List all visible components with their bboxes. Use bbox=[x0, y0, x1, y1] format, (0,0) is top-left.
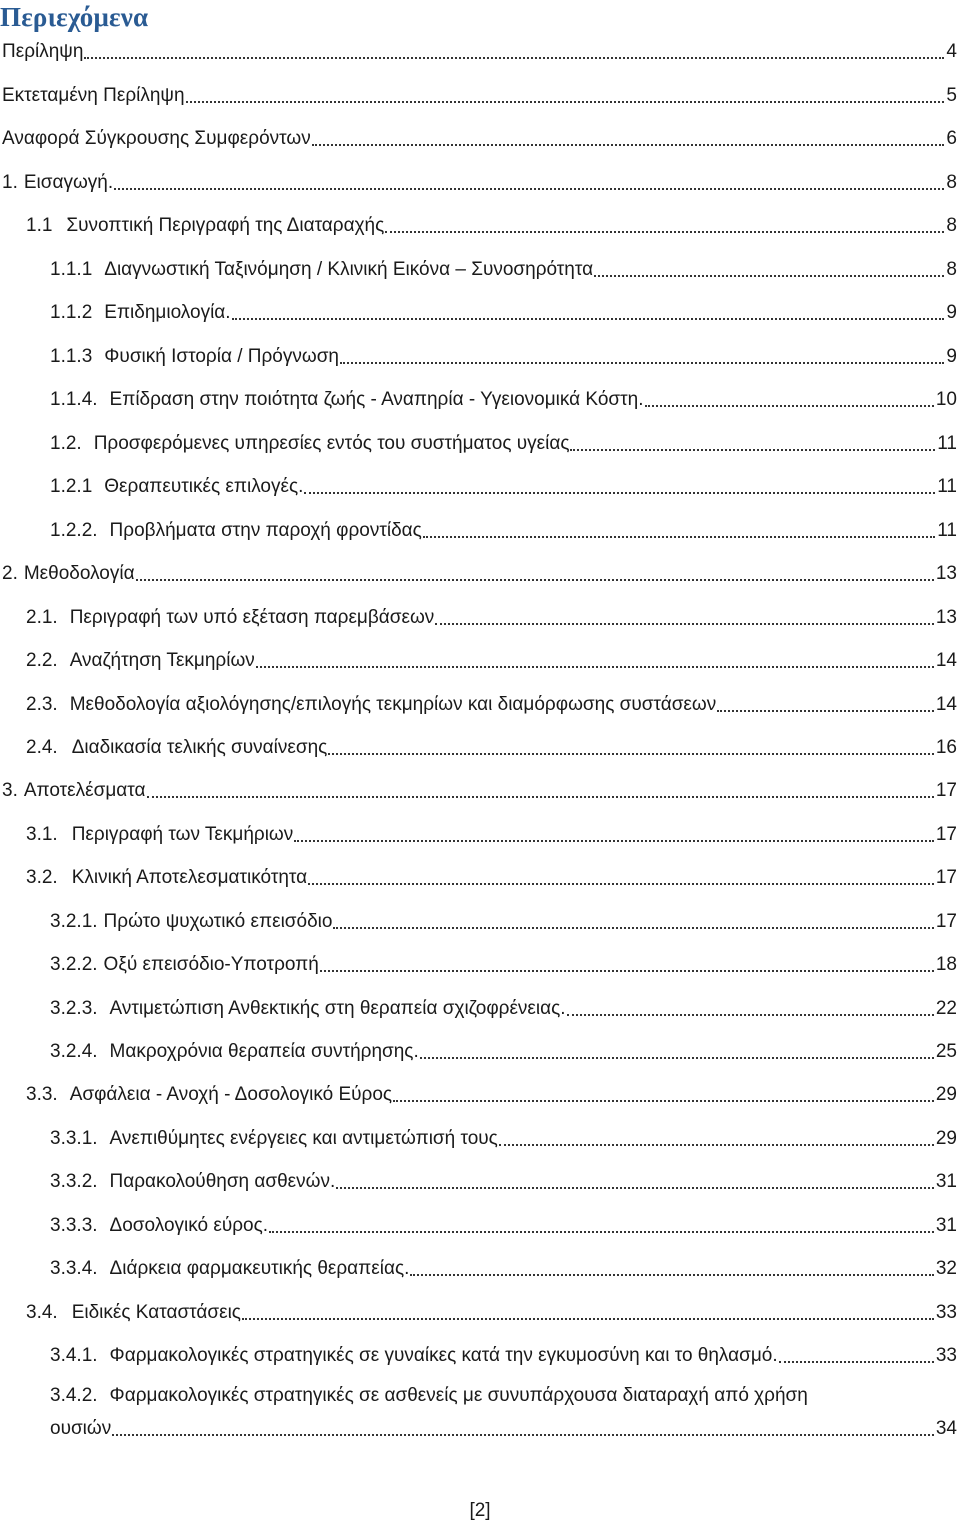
toc-entry-label: Εκτεταμένη Περίληψη bbox=[2, 85, 185, 106]
toc-leader-dots bbox=[312, 140, 945, 146]
toc-entry-number: 2.4. bbox=[26, 737, 58, 758]
toc-entry-page: 11 bbox=[937, 433, 957, 454]
toc-entry-label: Διαδικασία τελικής συναίνεσης bbox=[71, 737, 328, 758]
toc-entry-page: 14 bbox=[935, 694, 957, 715]
toc-entry[interactable] bbox=[50, 910, 957, 934]
toc-leader-dots bbox=[435, 619, 934, 625]
toc-leader-dots bbox=[294, 836, 934, 842]
toc-entry[interactable] bbox=[26, 823, 957, 847]
toc-leader-dots bbox=[385, 227, 944, 233]
toc-entry-label: Φαρμακολογικές στρατηγικές σε γυναίκες κατά την εγκυμοσύνη και το θηλασμό. bbox=[109, 1345, 778, 1366]
toc-entry-label: Πρώτο ψυχωτικό επεισόδιο bbox=[103, 911, 333, 932]
toc-entry-page: 17 bbox=[935, 911, 957, 932]
toc-entry-number: 3.2.1. bbox=[50, 911, 98, 932]
toc-entry-number: 3.2.4. bbox=[50, 1041, 98, 1062]
toc-entry-page: 9 bbox=[946, 302, 957, 323]
toc-leader-dots bbox=[269, 1227, 934, 1233]
toc-entry-label: Διάρκεια φαρμακευτικής θεραπείας. bbox=[109, 1258, 410, 1279]
toc-leader-dots bbox=[645, 401, 934, 407]
toc-entry-number: 1.1 bbox=[26, 215, 53, 236]
toc-leader-dots bbox=[186, 97, 945, 103]
toc-entry-label: Φυσική Ιστορία / Πρόγνωση bbox=[104, 346, 339, 367]
toc-leader-dots bbox=[420, 1053, 934, 1059]
toc-entry-label-continued: ουσιών bbox=[50, 1418, 112, 1439]
toc-entry[interactable] bbox=[2, 171, 957, 195]
toc-entry[interactable] bbox=[50, 1214, 957, 1238]
toc-entry[interactable] bbox=[26, 606, 957, 630]
toc-leader-dots bbox=[499, 1140, 934, 1146]
toc-entry-page: 8 bbox=[946, 215, 957, 236]
toc-entry-label: Ανεπιθύμητες ενέργειες και αντιμετώπισή τους bbox=[109, 1128, 498, 1149]
toc-entry-number: 1.2.2. bbox=[50, 520, 98, 541]
toc-leader-dots bbox=[570, 445, 935, 451]
toc-leader-dots bbox=[336, 1183, 934, 1189]
toc-leader-dots bbox=[304, 488, 935, 494]
toc-entry-label: Κλινική Αποτελεσματικότητα bbox=[71, 867, 308, 888]
toc-entry-number: 3.4.1. bbox=[50, 1345, 98, 1366]
toc-leader-dots bbox=[84, 53, 944, 59]
toc-entry-number: 3. bbox=[2, 780, 18, 801]
toc-entry-label: Περιγραφή των Τεκμήριων bbox=[71, 824, 294, 845]
toc-entry-page: 32 bbox=[935, 1258, 957, 1279]
toc-entry-label: Αποτελέσματα bbox=[23, 780, 146, 801]
toc-entry-number: 2.1. bbox=[26, 607, 58, 628]
toc-entry-page: 22 bbox=[935, 998, 957, 1019]
toc-entry[interactable] bbox=[50, 997, 957, 1021]
toc-entry[interactable] bbox=[2, 562, 957, 586]
toc-entry-number: 3.3.2. bbox=[50, 1171, 98, 1192]
toc-leader-dots bbox=[567, 1010, 934, 1016]
toc-entry[interactable] bbox=[50, 1127, 957, 1151]
toc-entry-number: 1.1.2 bbox=[50, 302, 93, 323]
toc-entry[interactable] bbox=[26, 866, 957, 890]
toc-entry-page: 13 bbox=[935, 563, 957, 584]
toc-entry-number: 3.3.3. bbox=[50, 1215, 98, 1236]
toc-leader-dots bbox=[112, 1430, 934, 1436]
toc-entry-page: 25 bbox=[935, 1041, 957, 1062]
toc-entry-label: Θεραπευτικές επιλογές. bbox=[104, 476, 304, 497]
toc-entry[interactable] bbox=[50, 953, 957, 977]
toc-leader-dots bbox=[328, 749, 934, 755]
toc-leader-dots bbox=[147, 792, 934, 798]
toc-entry[interactable] bbox=[50, 432, 957, 456]
toc-entry-label: Επίδραση στην ποιότητα ζωής - Αναπηρία - Υγειονομικά Κόστη. bbox=[109, 389, 644, 410]
toc-entry-page: 16 bbox=[935, 737, 957, 758]
toc-entry-number: 3.4. bbox=[26, 1302, 58, 1323]
toc-entry-page: 33 bbox=[935, 1345, 957, 1366]
toc-entry-number: 3.2.2. bbox=[50, 954, 98, 975]
toc-entry[interactable] bbox=[50, 258, 957, 282]
toc-entry-number: 3.1. bbox=[26, 824, 58, 845]
toc-entry-page: 34 bbox=[935, 1418, 957, 1439]
toc-entry-label: Μεθοδολογία bbox=[23, 563, 135, 584]
toc-entry[interactable] bbox=[50, 1384, 957, 1441]
toc-leader-dots bbox=[320, 966, 934, 972]
toc-entry-number: 3.3. bbox=[26, 1084, 58, 1105]
toc-entry-page: 9 bbox=[946, 346, 957, 367]
toc-entry[interactable] bbox=[50, 475, 957, 499]
toc-entry[interactable] bbox=[50, 1257, 957, 1281]
toc-entry[interactable] bbox=[2, 127, 957, 151]
toc-entry[interactable] bbox=[2, 40, 957, 64]
toc-entry[interactable] bbox=[26, 693, 957, 717]
toc-entry-number: 3.3.4. bbox=[50, 1258, 98, 1279]
toc-entry-label: Προσφερόμενες υπηρεσίες εντός του συστήματος υγείας bbox=[93, 433, 570, 454]
toc-entry-page: 17 bbox=[935, 780, 957, 801]
toc-entry-label: Επιδημιολογία. bbox=[104, 302, 231, 323]
toc-entry-page: 29 bbox=[935, 1128, 957, 1149]
toc-entry-number: 1.1.1 bbox=[50, 259, 93, 280]
toc-entry[interactable] bbox=[50, 1040, 957, 1064]
toc-entry-label: Προβλήματα στην παροχή φροντίδας bbox=[109, 520, 422, 541]
toc-entry[interactable] bbox=[50, 1344, 957, 1368]
toc-leader-dots bbox=[114, 184, 944, 190]
toc-entry-page: 6 bbox=[946, 128, 957, 149]
toc-entry[interactable] bbox=[50, 388, 957, 412]
toc-entry-page: 13 bbox=[935, 607, 957, 628]
toc-leader-dots bbox=[308, 879, 934, 885]
toc-entry[interactable] bbox=[2, 84, 957, 108]
toc-entry-label: Περίληψη bbox=[2, 41, 84, 62]
toc-leader-dots bbox=[242, 1314, 934, 1320]
toc-entry[interactable] bbox=[50, 519, 957, 543]
toc-entry-number: 1.1.4. bbox=[50, 389, 98, 410]
toc-leader-dots bbox=[779, 1357, 934, 1363]
toc-entry-page: 33 bbox=[935, 1302, 957, 1323]
toc-entry[interactable] bbox=[26, 736, 957, 760]
toc-entry-page: 10 bbox=[935, 389, 957, 410]
toc-entry-label: Μεθοδολογία αξιολόγησης/επιλογής τεκμηρίων και διαμόρφωσης συστάσεων bbox=[69, 694, 717, 715]
toc-entry-page: 31 bbox=[935, 1215, 957, 1236]
toc-leader-dots bbox=[393, 1096, 934, 1102]
toc-entry-page: 17 bbox=[935, 824, 957, 845]
toc-entry-page: 18 bbox=[935, 954, 957, 975]
toc-entry-label: Εισαγωγή. bbox=[23, 172, 114, 193]
toc-entry-label: Ειδικές Καταστάσεις bbox=[71, 1302, 241, 1323]
toc-entry-label: Αναζήτηση Τεκμηρίων bbox=[69, 650, 255, 671]
toc-leader-dots bbox=[594, 271, 944, 277]
toc-entry-number: 3.2.3. bbox=[50, 998, 98, 1019]
toc-entry-label: Συνοπτική Περιγραφή της Διαταραχής bbox=[66, 215, 385, 236]
toc-leader-dots bbox=[717, 706, 934, 712]
toc-entry-page: 11 bbox=[937, 520, 957, 541]
toc-entry-label: Ασφάλεια - Ανοχή - Δοσολογικό Εύρος bbox=[69, 1084, 393, 1105]
page-number: [2] bbox=[469, 1500, 491, 1521]
toc-entry-page: 8 bbox=[946, 172, 957, 193]
toc-entry-number: 1.2. bbox=[50, 433, 82, 454]
toc-entry-page: 4 bbox=[946, 41, 957, 62]
toc-leader-dots bbox=[136, 575, 934, 581]
toc-leader-dots bbox=[410, 1270, 933, 1276]
toc-entry-label: Περιγραφή των υπό εξέταση παρεμβάσεων bbox=[69, 607, 435, 628]
toc-entry-number: 2.3. bbox=[26, 694, 58, 715]
toc-entry[interactable] bbox=[50, 301, 957, 325]
toc-entry-page: 11 bbox=[937, 476, 957, 497]
toc-entry-page: 17 bbox=[935, 867, 957, 888]
toc-entry-number: 3.2. bbox=[26, 867, 58, 888]
toc-leader-dots bbox=[333, 923, 933, 929]
toc-entry-label: Παρακολούθηση ασθενών. bbox=[109, 1171, 336, 1192]
toc-entry-number: 2.2. bbox=[26, 650, 58, 671]
toc-entry-number: 1.1.3 bbox=[50, 346, 93, 367]
toc-entry[interactable] bbox=[50, 1170, 957, 1194]
toc-leader-dots bbox=[340, 358, 944, 364]
toc-entry-label: Αντιμετώπιση Ανθεκτικής στη θεραπεία σχιζοφρένειας. bbox=[109, 998, 566, 1019]
toc-entry-number: 1. bbox=[2, 172, 18, 193]
toc-entry-page: 14 bbox=[935, 650, 957, 671]
toc-entry[interactable] bbox=[26, 1083, 957, 1107]
toc-entry-number: 2. bbox=[2, 563, 18, 584]
toc-entry-page: 8 bbox=[946, 259, 957, 280]
toc-entry-page: 29 bbox=[935, 1084, 957, 1105]
toc-leader-dots bbox=[256, 662, 934, 668]
toc-leader-dots bbox=[232, 314, 945, 320]
toc-entry-label: Οξύ επεισόδιο-Υποτροπή bbox=[103, 954, 319, 975]
toc-entry[interactable] bbox=[2, 779, 957, 803]
toc-entry[interactable] bbox=[26, 1301, 957, 1325]
toc-entry-page: 31 bbox=[935, 1171, 957, 1192]
toc-entry-number: 3.3.1. bbox=[50, 1128, 98, 1149]
toc-entry-label: Δοσολογικό εύρος. bbox=[109, 1215, 269, 1236]
toc-entry[interactable] bbox=[26, 649, 957, 673]
toc-entry-label: Αναφορά Σύγκρουσης Συμφερόντων bbox=[2, 128, 311, 149]
toc-leader-dots bbox=[423, 532, 935, 538]
toc-entry-page: 5 bbox=[946, 85, 957, 106]
toc-entry-label: Μακροχρόνια θεραπεία συντήρησης. bbox=[109, 1041, 419, 1062]
toc-entry[interactable] bbox=[50, 345, 957, 369]
toc-entry-number: 3.4.2. bbox=[50, 1385, 98, 1406]
toc-entry-number: 1.2.1 bbox=[50, 476, 93, 497]
page-title: Περιεχόμενα bbox=[0, 2, 149, 32]
toc-entry-label: Φαρμακολογικές στρατηγικές σε ασθενείς με συνυπάρχουσα διαταραχή από χρήση bbox=[109, 1385, 808, 1406]
toc-entry[interactable] bbox=[26, 214, 957, 238]
toc-entry-label: Διαγνωστική Ταξινόμηση / Κλινική Εικόνα – Συνοσηρότητα bbox=[104, 259, 594, 280]
